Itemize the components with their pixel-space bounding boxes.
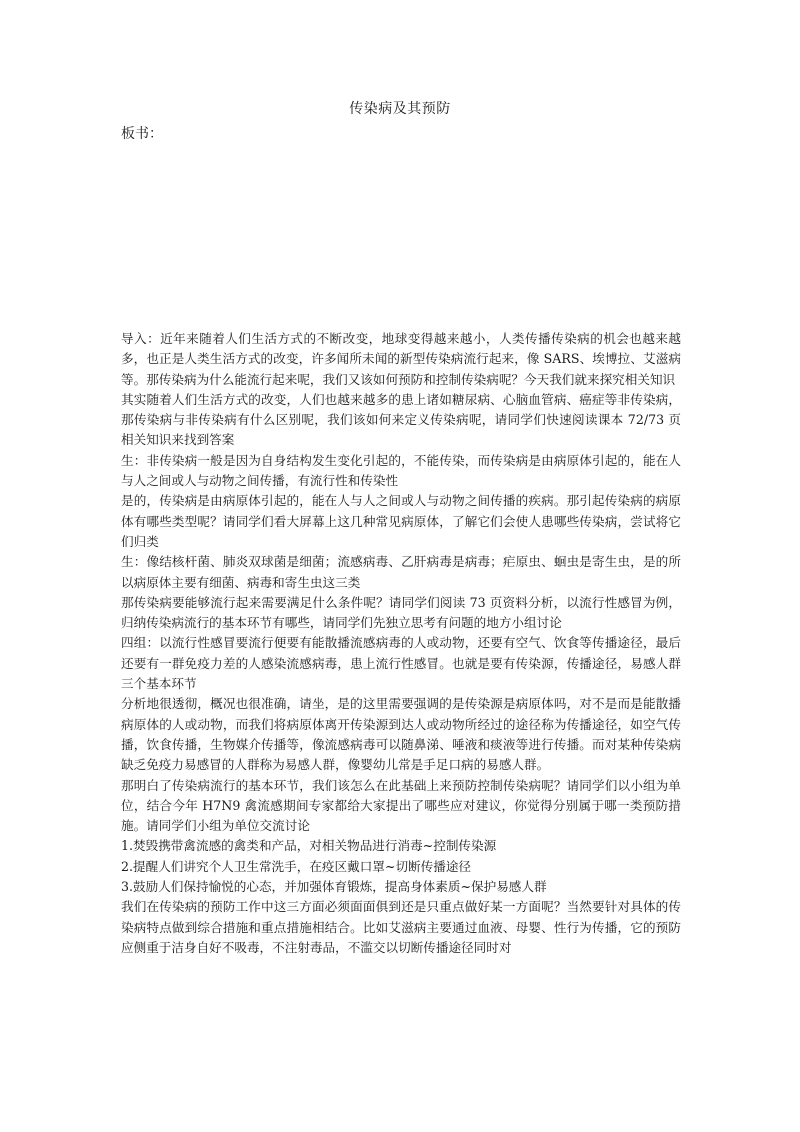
list-item-measure-2: 2.提醒人们讲究个人卫生常洗手，在疫区戴口罩~切断传播途径: [121, 858, 472, 874]
paragraph-definition-question: 其实随着人们生活方式的改变，人们也越来越多的患上诸如糖尿病、心脑血管病、癌症等非传染病，那传染病与非传染病有什么区别呢，我们该如何来定义传染病呢，请同学们快速阅读课本 72/73 页相关知识来找到答案: [121, 391, 681, 448]
paragraph-student-answer-2: 生：像结核杆菌、肺炎双球菌是细菌；流感病毒、乙肝病毒是病毒；疟原虫、蛔虫是寄生虫，是的所以病原体主要有细菌、病毒和寄生虫这三类: [121, 554, 681, 590]
list-item-measure-3: 3.鼓励人们保持愉悦的心态，并加强体育锻炼，提高身体素质~保护易感人群: [121, 879, 547, 895]
paragraph-prevention-question: 那明白了传染病流行的基本环节，我们该怎么在此基础上来预防控制传染病呢？请同学们以小组为单位，结合今年 H7N9 禽流感期间专家都给大家提出了哪些应对建议，你觉得分别属于哪一类预防措施。请同学们小组为单位交流讨论: [121, 777, 681, 834]
paragraph-transmission-question: 那传染病要能够流行起来需要满足什么条件呢？请同学们阅读 73 页资料分析，以流行性感冒为例，归纳传染病流行的基本环节有哪些，请同学们先独立思考有问题的地方小组讨论: [121, 594, 681, 631]
list-item-measure-1: 1.焚毁携带禽流感的禽类和产品，对相关物品进行消毒~控制传染源: [121, 838, 497, 854]
paragraph-student-answer-1: 生：非传染病一般是因为自身结构发生变化引起的，不能传染，而传染病是由病原体引起的，能在人与人之间或人与动物之间传播，有流行性和传染性: [121, 452, 681, 489]
paragraph-group-four: 四组：以流行性感冒要流行便要有能散播流感病毒的人或动物，还要有空气、饮食等传播途径，最后还要有一群免疫力差的人感染流感病毒，患上流行性感冒。也就是要有传染源，传播途径，易感人群三个基本环节: [121, 635, 681, 692]
paragraph-conclusion: 我们在传染病的预防工作中这三方面必须面面俱到还是只重点做好某一方面呢？当然要针对具体的传染病特点做到综合措施和重点措施相结合。比如艾滋病主要通过血液、母婴、性行为传播，它的预防应侧重于洁身自好不吸毒，不注射毒品，不滥交以切断传播途径同时对: [121, 899, 681, 955]
paragraph-intro: 导入：近年来随着人们生活方式的不断改变，地球变得越来越小，人类传播传染病的机会也越来越多，也正是人类生活方式的改变，许多闻所未闻的新型传染病流行起来，像 SARS、埃博拉、艾滋病等。那传染病为什么能流行起来呢，我们又该如何预防和控制传染病呢？今天我们就来探究相关知识: [121, 331, 681, 387]
paragraph-analysis: 分析地很透彻，概况也很准确，请坐，是的这里需要强调的是传染源是病原体吗，对不是而是能散播病原体的人或动物，而我们将病原体离开传染源到达人或动物所经过的途径称为传播途径，如空气传播，饮食传播，生物媒介传播等，像流感病毒可以随鼻涕、唾液和痰液等进行传播。而对某种传染病缺乏免疫力易感冒的人群称为易感人群，像婴幼儿常是手足口病的易感人群。: [121, 696, 681, 773]
board-label: 板书：: [121, 126, 163, 142]
paragraph-pathogen-question: 是的，传染病是由病原体引起的，能在人与人之间或人与动物之间传播的疾病。那引起传染病的病原体有哪些类型呢？请同学们看大屏幕上这几种常见病原体，了解它们会使人患哪些传染病，尝试将它们归类: [121, 493, 681, 549]
document-body: [121, 329, 681, 958]
page-title: 传染病及其预防: [349, 101, 451, 117]
